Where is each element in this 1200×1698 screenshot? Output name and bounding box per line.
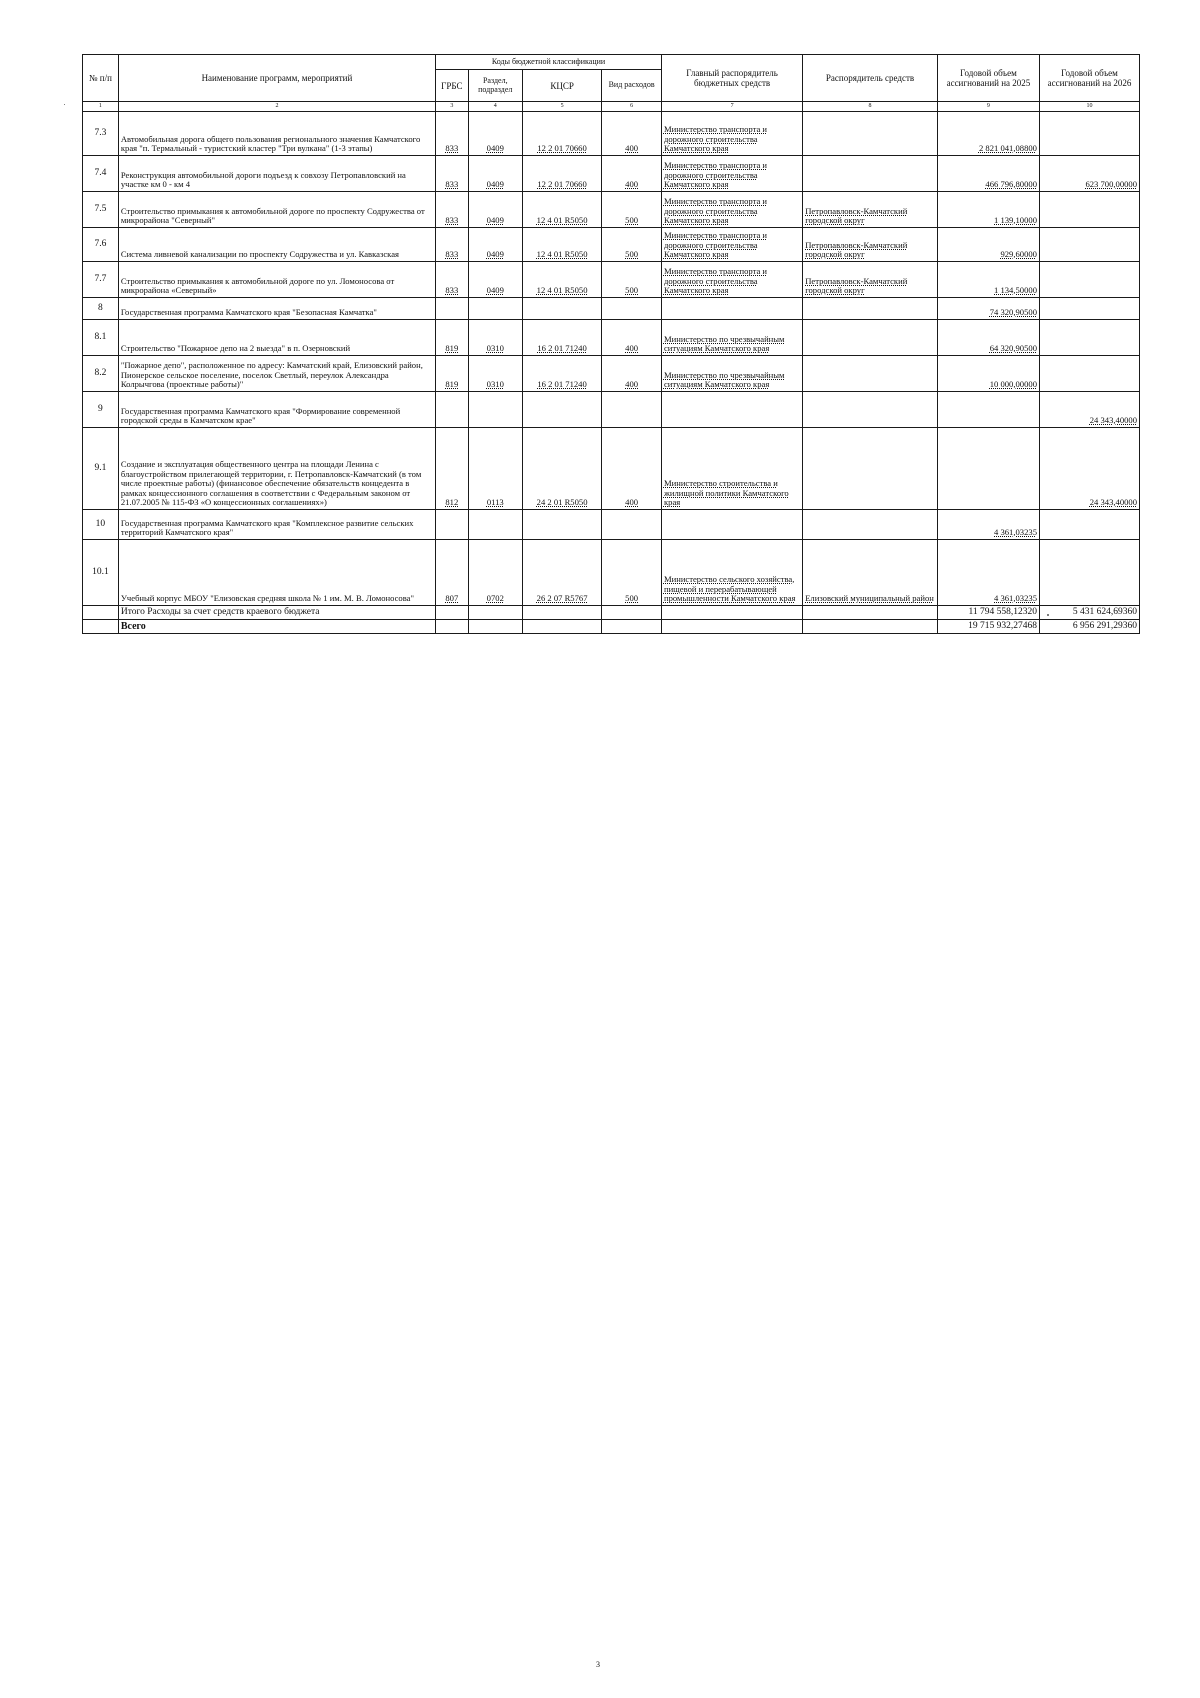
program-name: Строительство примыкания к автомобильной дороге по проспекту Содружества от микрорайона "Северный" bbox=[118, 192, 435, 228]
table-row bbox=[83, 262, 1140, 298]
grbs-code: 807 bbox=[436, 540, 469, 606]
razdel-code: 0310 bbox=[468, 356, 522, 392]
main-manager: Министерство транспорта и дорожного строительства Камчатского края bbox=[661, 228, 802, 262]
grbs-code bbox=[436, 392, 469, 428]
grbs-code bbox=[436, 510, 469, 540]
col-number: 3 bbox=[436, 102, 469, 112]
row-number: 9 bbox=[83, 392, 119, 428]
empty-cell bbox=[436, 619, 469, 633]
header-vid: Вид расходов bbox=[602, 70, 662, 102]
table-row bbox=[83, 192, 1140, 228]
manager: Елизовский муниципальный район bbox=[803, 540, 938, 606]
razdel-code: 0409 bbox=[468, 192, 522, 228]
amount-2025: 929,60000 bbox=[937, 228, 1039, 262]
row-number: 8.2 bbox=[83, 356, 119, 392]
main-manager bbox=[661, 510, 802, 540]
kcsr-code bbox=[522, 510, 601, 540]
amount-2026: 24 343,40000 bbox=[1039, 428, 1139, 510]
grbs-code: 812 bbox=[436, 428, 469, 510]
col-number: 9 bbox=[937, 102, 1039, 112]
row-number: 10.1 bbox=[83, 540, 119, 606]
amount-2025: 74 320,90500 bbox=[937, 298, 1039, 320]
col-number: 6 bbox=[602, 102, 662, 112]
row-number: 7.4 bbox=[83, 156, 119, 192]
total-row bbox=[83, 606, 1140, 620]
header-vol2026: Годовой объем ассигнований на 2026 bbox=[1039, 55, 1139, 102]
amount-2025: 1 139,10000 bbox=[937, 192, 1039, 228]
vid-code bbox=[602, 298, 662, 320]
razdel-code: 0409 bbox=[468, 156, 522, 192]
grand-total-row bbox=[83, 619, 1140, 633]
table-row bbox=[83, 112, 1140, 156]
grand-total-2026: 6 956 291,29360 bbox=[1039, 619, 1139, 633]
manager: Петропавловск-Камчатский городской округ bbox=[803, 262, 938, 298]
amount-2025: 466 796,80000 bbox=[937, 156, 1039, 192]
row-number: 7.5 bbox=[83, 192, 119, 228]
vid-code: 400 bbox=[602, 320, 662, 356]
empty-cell bbox=[468, 606, 522, 620]
main-manager: Министерство по чрезвычайным ситуациям Камчатского края bbox=[661, 356, 802, 392]
manager bbox=[803, 392, 938, 428]
kcsr-code: 16 2 01 71240 bbox=[522, 320, 601, 356]
amount-2026 bbox=[1039, 262, 1139, 298]
manager bbox=[803, 320, 938, 356]
amount-2025: 4 361,03235 bbox=[937, 540, 1039, 606]
empty-cell bbox=[522, 606, 601, 620]
row-number: 9.1 bbox=[83, 428, 119, 510]
program-name: Государственная программа Камчатского края "Безопасная Камчатка" bbox=[118, 298, 435, 320]
program-name: Строительство примыкания к автомобильной дороге по ул. Ломоносова от микрорайона «Северный» bbox=[118, 262, 435, 298]
program-name: Государственная программа Камчатского края "Формирование современной городской среды в Камчатском крае" bbox=[118, 392, 435, 428]
amount-2026 bbox=[1039, 192, 1139, 228]
kcsr-code: 26 2 07 R5767 bbox=[522, 540, 601, 606]
amount-2026 bbox=[1039, 298, 1139, 320]
manager bbox=[803, 112, 938, 156]
grbs-code bbox=[436, 298, 469, 320]
empty-cell bbox=[803, 619, 938, 633]
vid-code: 500 bbox=[602, 192, 662, 228]
main-manager: Министерство транспорта и дорожного строительства Камчатского края bbox=[661, 192, 802, 228]
kcsr-code: 12 4 01 R5050 bbox=[522, 262, 601, 298]
row-number: 8 bbox=[83, 298, 119, 320]
amount-2026: 623 700,00000 bbox=[1039, 156, 1139, 192]
main-manager bbox=[661, 298, 802, 320]
header-razdel: Раздел, подраздел bbox=[468, 70, 522, 102]
table-row bbox=[83, 356, 1140, 392]
vid-code: 500 bbox=[602, 228, 662, 262]
kcsr-code: 16 2 01 71240 bbox=[522, 356, 601, 392]
page-number: 3 bbox=[596, 1660, 600, 1669]
table-row bbox=[83, 510, 1140, 540]
header-name: Наименование программ, мероприятий bbox=[118, 55, 435, 102]
header-grbs: ГРБС bbox=[436, 70, 469, 102]
grand-total-2025: 19 715 932,27468 bbox=[937, 619, 1039, 633]
col-number: 4 bbox=[468, 102, 522, 112]
manager bbox=[803, 298, 938, 320]
program-name: Создание и эксплуатация общественного центра на площади Ленина с благоустройством прилегающей территории, г. Петропавловск-Камчатский (в том числе проектные работы) (финансовое обеспечение обязательств концедента в рамках концессионного соглашения в соответствии с Федеральным законом от 21.07.2005 № 115-ФЗ «О концессионных соглашениях») bbox=[118, 428, 435, 510]
total-label: Итого Расходы за счет средств краевого бюджета bbox=[118, 606, 435, 620]
main-manager: Министерство строительства и жилищной политики Камчатского края bbox=[661, 428, 802, 510]
grbs-code: 833 bbox=[436, 228, 469, 262]
table-row bbox=[83, 298, 1140, 320]
table-body bbox=[83, 112, 1140, 634]
budget-table bbox=[82, 54, 1140, 634]
kcsr-code: 12 2 01 70660 bbox=[522, 112, 601, 156]
header-manager: Распорядитель средств bbox=[803, 55, 938, 102]
table-row bbox=[83, 392, 1140, 428]
amount-2026 bbox=[1039, 510, 1139, 540]
budget-sheet bbox=[82, 54, 1140, 634]
col-number: 1 bbox=[83, 102, 119, 112]
vid-code: 400 bbox=[602, 356, 662, 392]
grbs-code: 833 bbox=[436, 262, 469, 298]
row-number: 10 bbox=[83, 510, 119, 540]
amount-2025: 2 821 041,08800 bbox=[937, 112, 1039, 156]
razdel-code: 0702 bbox=[468, 540, 522, 606]
manager bbox=[803, 428, 938, 510]
table-row bbox=[83, 320, 1140, 356]
manager: Петропавловск-Камчатский городской округ bbox=[803, 192, 938, 228]
empty-cell bbox=[602, 606, 662, 620]
col-number: 5 bbox=[522, 102, 601, 112]
empty-cell bbox=[661, 606, 802, 620]
total-2025: 11 794 558,12320 bbox=[937, 606, 1039, 620]
vid-code: 500 bbox=[602, 540, 662, 606]
empty-cell bbox=[436, 606, 469, 620]
amount-2025 bbox=[937, 428, 1039, 510]
table-row bbox=[83, 540, 1140, 606]
amount-2026 bbox=[1039, 228, 1139, 262]
grand-num-cell bbox=[83, 619, 119, 633]
main-manager bbox=[661, 392, 802, 428]
table-row bbox=[83, 428, 1140, 510]
grbs-code: 819 bbox=[436, 356, 469, 392]
manager bbox=[803, 156, 938, 192]
header-kcsr: КЦСР bbox=[522, 70, 601, 102]
razdel-code: 0409 bbox=[468, 262, 522, 298]
col-number: 10 bbox=[1039, 102, 1139, 112]
manager bbox=[803, 356, 938, 392]
razdel-code: 0409 bbox=[468, 228, 522, 262]
row-number: 7.7 bbox=[83, 262, 119, 298]
main-manager: Министерство транспорта и дорожного строительства Камчатского края bbox=[661, 262, 802, 298]
vid-code bbox=[602, 510, 662, 540]
program-name: Строительство "Пожарное депо на 2 выезда" в п. Озерновский bbox=[118, 320, 435, 356]
razdel-code: 0113 bbox=[468, 428, 522, 510]
empty-cell bbox=[522, 619, 601, 633]
kcsr-code: 12 2 01 70660 bbox=[522, 156, 601, 192]
header-vol2025: Годовой объем ассигнований на 2025 bbox=[937, 55, 1039, 102]
razdel-code: 0310 bbox=[468, 320, 522, 356]
vid-code: 400 bbox=[602, 428, 662, 510]
amount-2026 bbox=[1039, 356, 1139, 392]
col-number: 7 bbox=[661, 102, 802, 112]
total-2026: 5 431 624,69360 bbox=[1039, 606, 1139, 620]
total-num-cell bbox=[83, 606, 119, 620]
vid-code bbox=[602, 392, 662, 428]
main-manager: Министерство транспорта и дорожного строительства Камчатского края bbox=[661, 156, 802, 192]
row-number: 8.1 bbox=[83, 320, 119, 356]
column-number-row bbox=[83, 102, 1140, 112]
table-row bbox=[83, 228, 1140, 262]
amount-2025: 4 361,03235 bbox=[937, 510, 1039, 540]
vid-code: 400 bbox=[602, 112, 662, 156]
col-number: 2 bbox=[118, 102, 435, 112]
main-manager: Министерство сельского хозяйства, пищевой и перерабатывающей промышленности Камчатского края bbox=[661, 540, 802, 606]
empty-cell bbox=[602, 619, 662, 633]
program-name: Система ливневой канализации по проспекту Содружества и ул. Кавказская bbox=[118, 228, 435, 262]
grbs-code: 833 bbox=[436, 192, 469, 228]
empty-cell bbox=[661, 619, 802, 633]
manager bbox=[803, 510, 938, 540]
razdel-code bbox=[468, 392, 522, 428]
row-number: 7.6 bbox=[83, 228, 119, 262]
col-number: 8 bbox=[803, 102, 938, 112]
amount-2025: 1 134,50000 bbox=[937, 262, 1039, 298]
amount-2026 bbox=[1039, 112, 1139, 156]
kcsr-code bbox=[522, 298, 601, 320]
amount-2025: 10 000,00000 bbox=[937, 356, 1039, 392]
program-name: Реконструкция автомобильной дороги подъезд к совхозу Петропавловский на участке км 0 - км 4 bbox=[118, 156, 435, 192]
razdel-code: 0409 bbox=[468, 112, 522, 156]
scan-speck bbox=[64, 104, 65, 105]
main-manager: Министерство транспорта и дорожного строительства Камчатского края bbox=[661, 112, 802, 156]
amount-2025: 64 320,90500 bbox=[937, 320, 1039, 356]
row-number: 7.3 bbox=[83, 112, 119, 156]
grbs-code: 833 bbox=[436, 156, 469, 192]
header-row bbox=[83, 55, 1140, 70]
amount-2026: 24 343,40000 bbox=[1039, 392, 1139, 428]
amount-2025 bbox=[937, 392, 1039, 428]
grand-total-label: Всего bbox=[118, 619, 435, 633]
main-manager: Министерство по чрезвычайным ситуациям Камчатского края bbox=[661, 320, 802, 356]
kcsr-code: 12 4 01 R5050 bbox=[522, 228, 601, 262]
kcsr-code: 24 2 01 R5050 bbox=[522, 428, 601, 510]
razdel-code bbox=[468, 510, 522, 540]
amount-2026 bbox=[1039, 540, 1139, 606]
amount-2026 bbox=[1039, 320, 1139, 356]
grbs-code: 833 bbox=[436, 112, 469, 156]
header-num: № п/п bbox=[83, 55, 119, 102]
kcsr-code: 12 4 01 R5050 bbox=[522, 192, 601, 228]
header-main-manager: Главный распорядитель бюджетных средств bbox=[661, 55, 802, 102]
razdel-code bbox=[468, 298, 522, 320]
table-row bbox=[83, 156, 1140, 192]
vid-code: 400 bbox=[602, 156, 662, 192]
program-name: Учебный корпус МБОУ "Елизовская средняя школа № 1 им. М. В. Ломоносова" bbox=[118, 540, 435, 606]
program-name: "Пожарное депо", расположенное по адресу: Камчатский край, Елизовский район, Пионерское сельское поселение, поселок Светлый, переулок Александра Колрычгова (проектные работы)" bbox=[118, 356, 435, 392]
vid-code: 500 bbox=[602, 262, 662, 298]
empty-cell bbox=[468, 619, 522, 633]
kcsr-code bbox=[522, 392, 601, 428]
grbs-code: 819 bbox=[436, 320, 469, 356]
header-codes-group: Коды бюджетной классификации bbox=[436, 55, 662, 70]
program-name: Государственная программа Камчатского края "Комплексное развитие сельских территорий Камчатского края" bbox=[118, 510, 435, 540]
manager: Петропавловск-Камчатский городской округ bbox=[803, 228, 938, 262]
empty-cell bbox=[803, 606, 938, 620]
scan-speck bbox=[1047, 614, 1049, 616]
program-name: Автомобильная дорога общего пользования регионального значения Камчатского края "п. Термальный - туристский кластер "Три вулкана" (1-3 этапы) bbox=[118, 112, 435, 156]
